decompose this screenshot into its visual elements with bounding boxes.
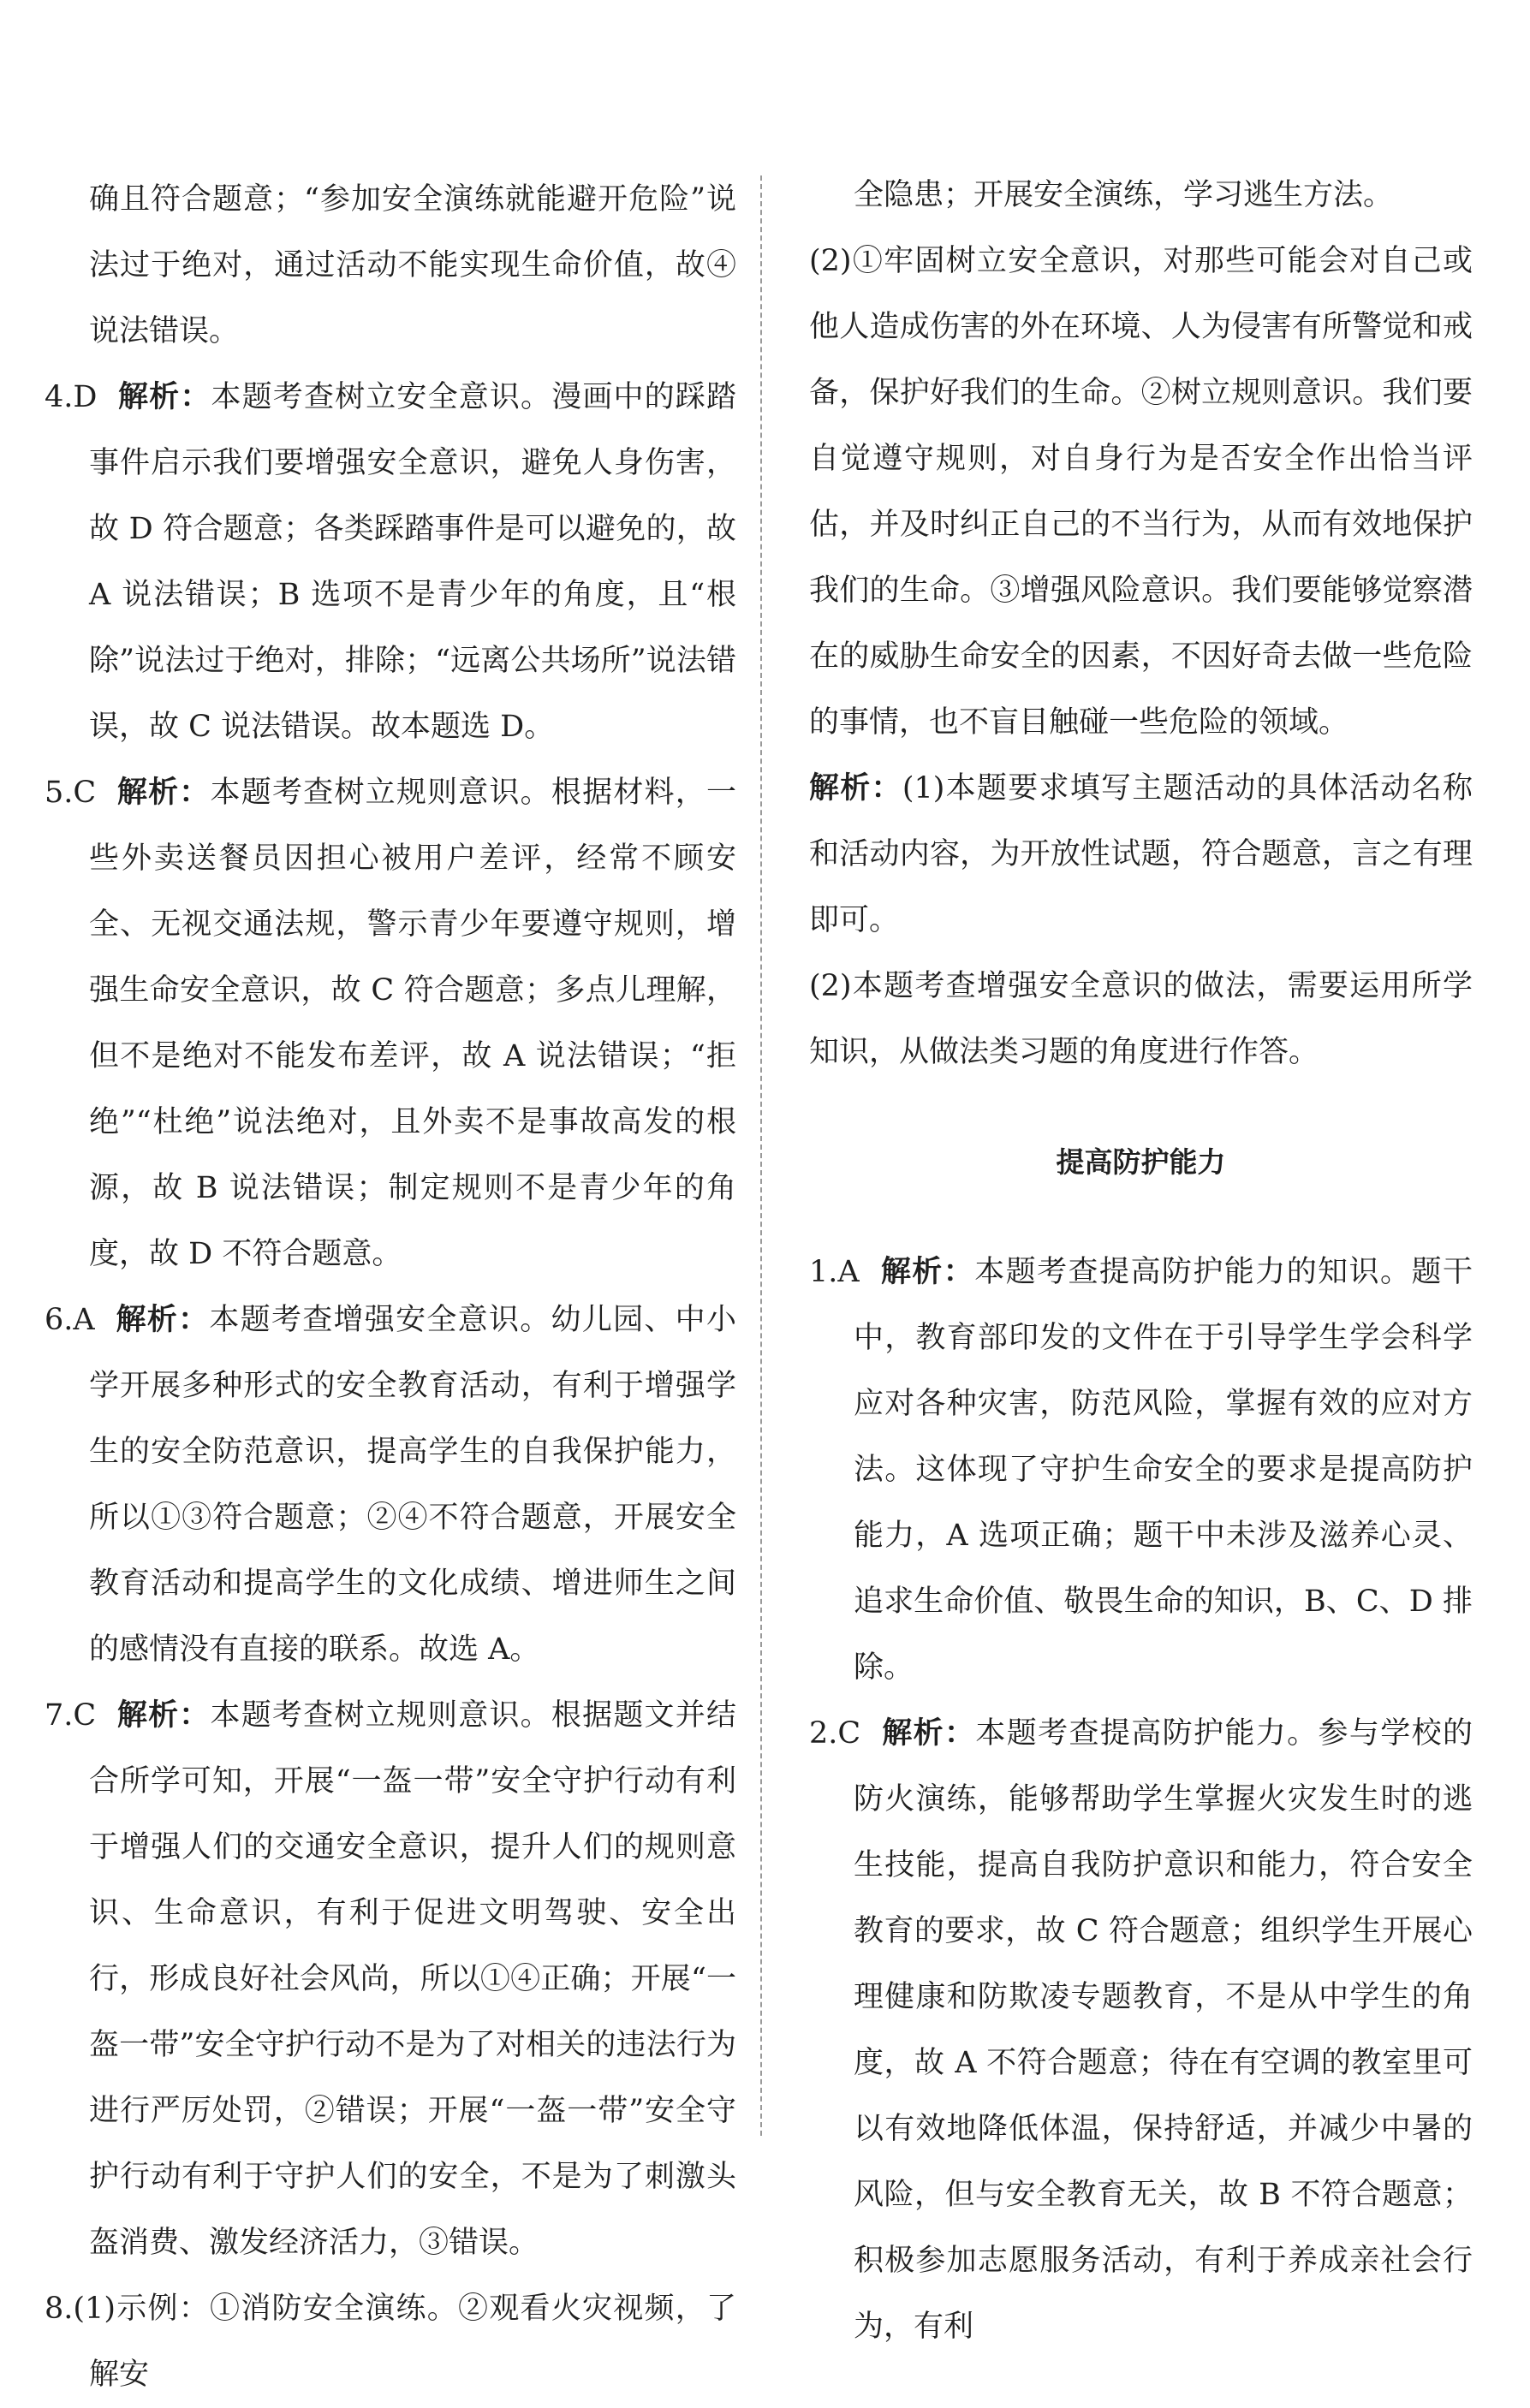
answer-item-5 <box>45 760 736 1287</box>
answer-text: 本题考查提高防护能力的知识。题干中，教育部印发的文件在于引导学生学会科学应对各种灾害，防范风险，掌握有效的应对方法。这体现了守护生命安全的要求是提高防护能力，A 选项正确；题干中未涉及滋养心灵、追求生命价值、敬畏生命的知识，B、C、D 排除。 <box>854 1255 1473 1685</box>
answer-item-6 <box>45 1287 736 1683</box>
left-column <box>45 167 736 2408</box>
answer-text: 本题考查提高防护能力。参与学校的防火演练，能够帮助学生掌握火灾发生时的逃生技能，提高自我防护意识和能力，符合安全教育的要求，故 C 符合题意；组织学生开展心理健康和防欺凌专题教育，不是从中学生的角度，故 A 不符合题意；待在有空调的教室里可以有效地降低体温，保持舒适，并减少中暑的风险，但与安全教育无关，故 B 不符合题意；积极参加志愿服务活动，有利于养成亲社会行为，有利 <box>854 1716 1473 2344</box>
right-column <box>809 163 1473 2360</box>
analysis-text-2: (2)本题考查增强安全意识的做法，需要运用所学知识，从做法类习题的角度进行作答。 <box>809 969 1473 1069</box>
answer-number: 6.A <box>45 1303 95 1337</box>
section-title: 提高防护能力 <box>1056 1145 1226 1179</box>
answer-text: 本题考查树立安全意识。漫画中的踩踏事件启示我们要增强安全意识，避免人身伤害，故 D 符合题意；各类踩踏事件是可以避免的，故 A 说法错误；B 选项不是青少年的角度，且“根除”说法过于绝对，排除；“远离公共场所”说法错误，故 C 说法错误。故本题选 D。 <box>89 380 736 744</box>
answer-text: 本题考查增强安全意识。幼儿园、中小学开展多种形式的安全教育活动，有利于增强学生的安全防范意识，提高学生的自我保护能力，所以①③符合题意；②④不符合题意，开展安全教育活动和提高学生的文化成绩、增进师生之间的感情没有直接的联系。故选 A。 <box>89 1303 736 1667</box>
analysis-text-1: (1)本题要求填写主题活动的具体活动名称和活动内容，为开放性试题，符合题意，言之有理即可。 <box>809 771 1473 937</box>
answer-number: 7.C <box>45 1698 97 1733</box>
left-continuation-text: 确且符合题意；“参加安全演练就能避开危险”说法过于绝对，通过活动不能实现生命价值，故④说法错误。 <box>89 182 736 348</box>
analysis-label: 解析： <box>116 1303 210 1337</box>
answer-item-4 <box>45 365 736 760</box>
column-divider <box>760 175 762 2136</box>
answer-number: 4.D <box>45 380 98 414</box>
answer-item-2 <box>809 1701 1473 2360</box>
answer-item-7 <box>45 1683 736 2276</box>
analysis-label: 解析： <box>882 1716 976 1751</box>
right-continuation-text: 全隐患；开展安全演练，学习逃生方法。 <box>854 178 1394 212</box>
answer-number: 5.C <box>45 776 97 810</box>
analysis-label: 解析： <box>880 1255 975 1289</box>
answer-text: (1)示例：①消防安全演练。②观看火灾视频，了解安 <box>73 2292 736 2392</box>
analysis-block <box>809 756 1473 954</box>
analysis-label: 解析： <box>809 771 902 806</box>
answer-number: 2.C <box>809 1716 861 1751</box>
answer-item-1 <box>809 1240 1473 1701</box>
answer-part-2: (2)①牢固树立安全意识，对那些可能会对自己或他人造成伤害的外在环境、人为侵害有所警觉和戒备，保护好我们的生命。②树立规则意识。我们要自觉遵守规则，对自身行为是否安全作出恰当评估，并及时纠正自己的不当行为，从而有效地保护我们的生命。③增强风险意识。我们要能够觉察潜在的威胁生命安全的因素，不因好奇去做一些危险的事情，也不盲目触碰一些危险的领域。 <box>809 244 1473 740</box>
answer-text: 本题考查树立规则意识。根据题文并结合所学可知，开展“一盔一带”安全守护行动有利于增强人们的交通安全意识，提升人们的规则意识、生命意识，有利于促进文明驾驶、安全出行，形成良好社会风尚，所以①④正确；开展“一盔一带”安全守护行动不是为了对相关的违法行为进行严厉处罚，②错误；开展“一盔一带”安全守护行动有利于守护人们的安全，不是为了刺激头盔消费、激发经济活力，③错误。 <box>89 1698 736 2260</box>
answer-number: 8. <box>45 2292 74 2326</box>
analysis-label: 解析： <box>116 776 211 810</box>
analysis-label: 解析： <box>118 380 211 414</box>
answer-text: 本题考查树立规则意识。根据材料，一些外卖送餐员因担心被用户差评，经常不顾安全、无视交通法规，警示青少年要遵守规则，增强生命安全意识，故 C 符合题意；多点儿理解，但不是绝对不能发布差评，故 A 说法错误；“拒绝”“杜绝”说法绝对，且外卖不是事故高发的根源，故 B 说法错误；制定规则不是青少年的角度，故 D 不符合题意。 <box>89 776 736 1271</box>
analysis-label: 解析： <box>116 1698 211 1733</box>
answer-item-8 <box>45 2276 736 2408</box>
answer-number: 1.A <box>809 1255 860 1289</box>
